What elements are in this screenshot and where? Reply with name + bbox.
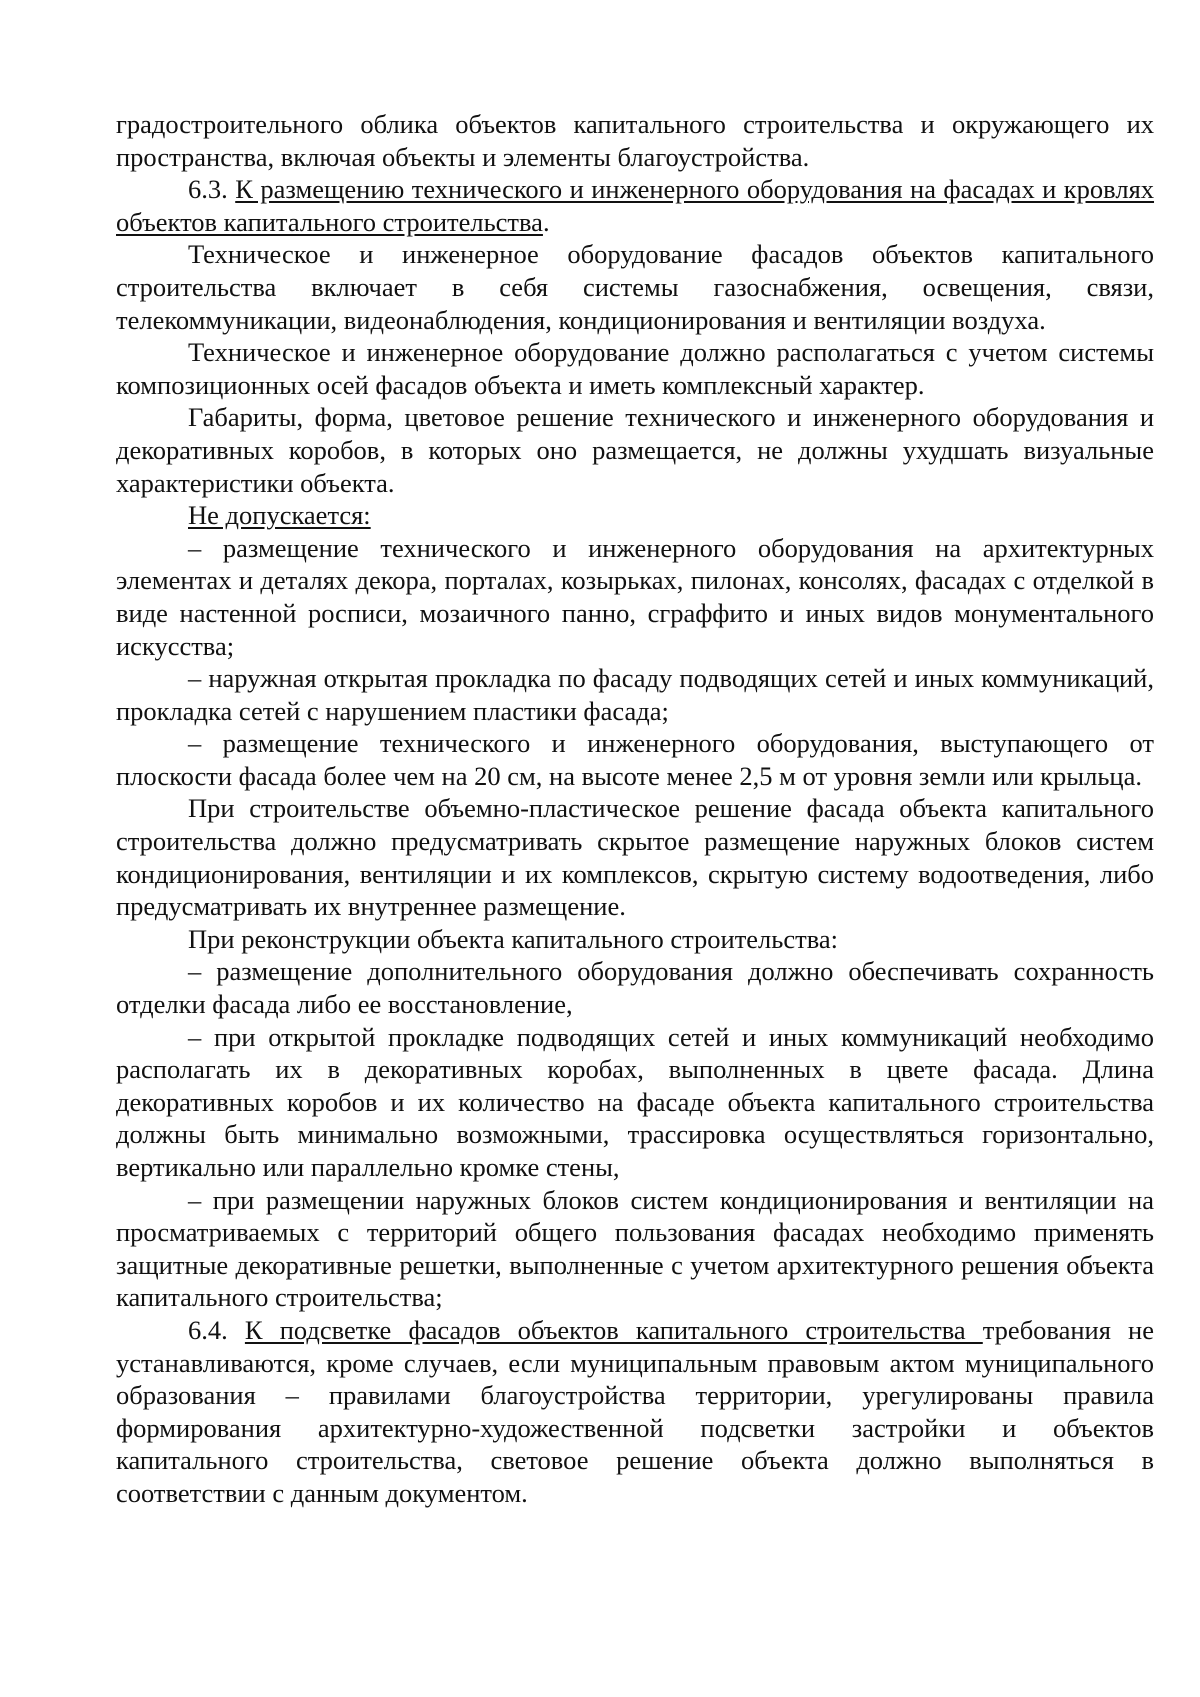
paragraph-reconstruction: При реконструкции объекта капитального строительства: bbox=[188, 923, 838, 954]
section-title-tail: . bbox=[542, 206, 550, 237]
paragraph-continuation: градостроительного облика объектов капитального строительства и окружающего их пространства, включая объекты и элементы благоустройства. bbox=[116, 109, 1154, 172]
list-item: – при размещении наружных блоков систем кондиционирования и вентиляции на просматриваемых с территорий общего пользования фасадах необходимо применять защитные декоративные решетки, выполненные с учетом архитектурного решения объекта капитального строительства; bbox=[116, 1184, 1154, 1313]
list-item: – размещение технического и инженерного оборудования, выступающего от плоскости фасада более чем на 20 см, на высоте менее 2,5 м от уровня земли или крыльца. bbox=[116, 728, 1154, 791]
not-allowed-heading bbox=[116, 499, 1154, 532]
paragraph-equipment-placement: Техническое и инженерное оборудование должно располагаться с учетом системы композиционных осей фасадов объекта и иметь комплексный характер. bbox=[116, 337, 1154, 400]
section-6-3-heading bbox=[116, 173, 1154, 238]
paragraph-equipment-dimensions: Габариты, форма, цветовое решение технического и инженерного оборудования и декоративных коробов, в которых оно размещается, не должны ухудшать визуальные характеристики объекта. bbox=[116, 402, 1154, 498]
not-allowed-label: Не допускается: bbox=[188, 500, 371, 531]
list-item: – при открытой прокладке подводящих сетей и иных коммуникаций необходимо располагать их в декоративных коробах, выполненных в цвете фасада. Длина декоративных коробов и их количество на фасаде объекта капитального строительства должны быть минимально возможными, трассировка осуществляться горизонтально, вертикально или параллельно кромке стены, bbox=[116, 1021, 1154, 1182]
section-title-underlined: К размещению технического и инженерного оборудования на фасадах и кровлях объектов капитального строительства bbox=[116, 174, 1155, 237]
section-6-4-paragraph bbox=[116, 1314, 1154, 1510]
section-number: 6.4. bbox=[188, 1314, 245, 1345]
document-page bbox=[116, 108, 1154, 1510]
paragraph-construction: При строительстве объемно-пластическое решение фасада объекта капитального строительства должно предусматривать скрытое размещение наружных блоков систем кондиционирования, вентиляции и их комплексов, скрытую систему водоотведения, либо предусматривать их внутреннее размещение. bbox=[116, 793, 1154, 922]
section-number: 6.3. bbox=[188, 174, 236, 205]
section-title-underlined: К подсветке фасадов объектов капитального строительства bbox=[244, 1314, 983, 1345]
list-item: – размещение технического и инженерного оборудования на архитектурных элементах и деталях декора, порталах, козырьках, пилонах, консолях, фасадах с отделкой в виде настенной росписи, мозаичного панно, сграффито и иных видов монументального искусства; bbox=[116, 532, 1154, 661]
list-item: – размещение дополнительного оборудования должно обеспечивать сохранность отделки фасада либо ее восстановление, bbox=[116, 956, 1154, 1020]
list-item: – наружная открытая прокладка по фасаду подводящих сетей и иных коммуникаций, прокладка сетей с нарушением пластики фасада; bbox=[116, 663, 1154, 726]
paragraph-equipment-types: Техническое и инженерное оборудование фасадов объектов капитального строительства включает в себя системы газоснабжения, освещения, связи, телекоммуникации, видеонаблюдения, кондиционирования и вентиляции воздуха. bbox=[116, 239, 1154, 335]
section-body: требования не устанавливаются, кроме случаев, если муниципальным правовым актом муниципального образования – правилами благоустройства территории, урегулированы правила формирования архитектурно-художественной подсветки застройки и объектов капитального строительства, световое решение объекта должно выполняться в соответствии с данным документом. bbox=[116, 1314, 1155, 1508]
